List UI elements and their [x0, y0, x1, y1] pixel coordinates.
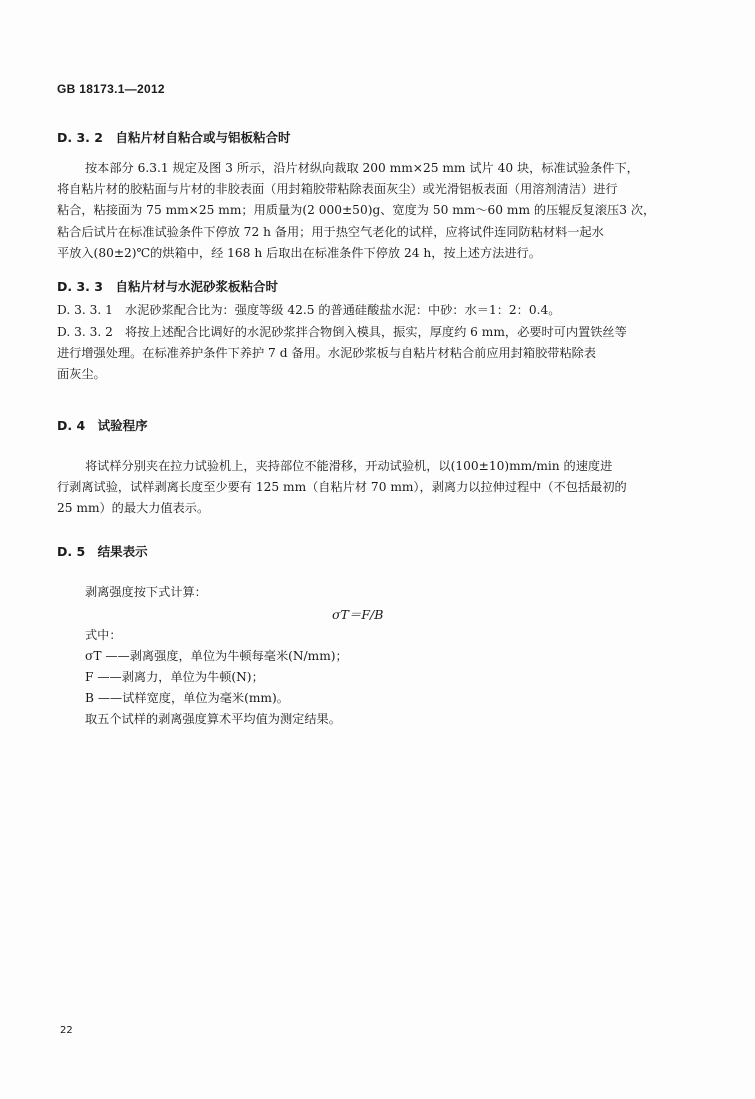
definition-sigma: σT ——剥离强度，单位为牛顿每毫米(N/mm)； — [85, 649, 348, 663]
paragraph-line: 行剥离试验，试样剥离长度至少要有 125 mm（自粘片材 70 mm），剥离力以拉伸过程中（不包括最初的 — [57, 480, 627, 495]
definition-b: B ——试样宽度，单位为毫米(mm)。 — [85, 691, 289, 705]
paragraph-line: 粘合，粘接面为 75 mm×25 mm；用质量为(2 000±50)g、宽度为 50 mm～60 mm 的压辊反复滚压3 次， — [57, 203, 656, 218]
where-label: 式中： — [85, 628, 122, 642]
conclusion: 取五个试样的剥离强度算术平均值为测定结果。 — [85, 712, 341, 726]
paragraph-line: 面灰尘。 — [57, 367, 106, 382]
clause-d332 — [57, 322, 697, 386]
paragraph-line: 按本部分 6.3.1 规定及图 3 所示，沿片材纵向裁取 200 mm×25 mm 试片 40 块，标准试验条件下， — [85, 161, 639, 175]
standard-number-header: GB 18173.1—2012 — [57, 82, 165, 96]
section-heading-d4: D. 4 试验程序 — [57, 418, 148, 433]
formula-intro: 剥离强度按下式计算： — [85, 585, 207, 599]
paragraph-line: 将自粘片材的胶粘面与片材的非胶表面（用封箱胶带粘除表面灰尘）或光滑铝板表面（用溶剂清洁）进行 — [57, 182, 618, 197]
paragraph-line: D. 3. 3. 2 将按上述配合比调好的水泥砂浆拌合物倒入模具，振实，厚度约 6 mm，必要时可内置铁丝等 — [57, 325, 627, 339]
paragraph-line: 粘合后试片在标准试验条件下停放 72 h 备用；用于热空气老化的试样，应将试件连同防粘材料一起水 — [57, 224, 604, 239]
clause-d331: D. 3. 3. 1 水泥砂浆配合比为：强度等级 42.5 的普通硅酸盐水泥：中砂：水＝1：2：0.4。 — [57, 303, 561, 317]
definition-f: F ——剥离力，单位为牛顿(N)； — [85, 670, 264, 684]
section-heading-d5: D. 5 结果表示 — [57, 544, 148, 559]
section-heading-d32: D. 3. 2 自粘片材自粘合或与铝板粘合时 — [57, 130, 291, 145]
paragraph-line: 25 mm）的最大力值表示。 — [57, 501, 210, 516]
page-number: 22 — [60, 1025, 73, 1036]
paragraph-line: 进行增强处理。在标准养护条件下养护 7 d 备用。水泥砂浆板与自粘片材粘合前应用封箱胶带粘除表 — [57, 346, 597, 361]
formula: σT＝F/B — [332, 607, 384, 622]
paragraph-d4 — [57, 456, 697, 520]
paragraph-line: 将试样分别夹在拉力试验机上，夹持部位不能滑移，开动试验机，以(100±10)mm/min 的速度进 — [85, 459, 613, 473]
section-heading-d33: D. 3. 3 自粘片材与水泥砂浆板粘合时 — [57, 279, 278, 294]
paragraph-line: 平放入(80±2)℃的烘箱中，经 168 h 后取出在标准条件下停放 24 h，按上述方法进行。 — [57, 245, 541, 260]
paragraph-d32 — [57, 158, 697, 264]
